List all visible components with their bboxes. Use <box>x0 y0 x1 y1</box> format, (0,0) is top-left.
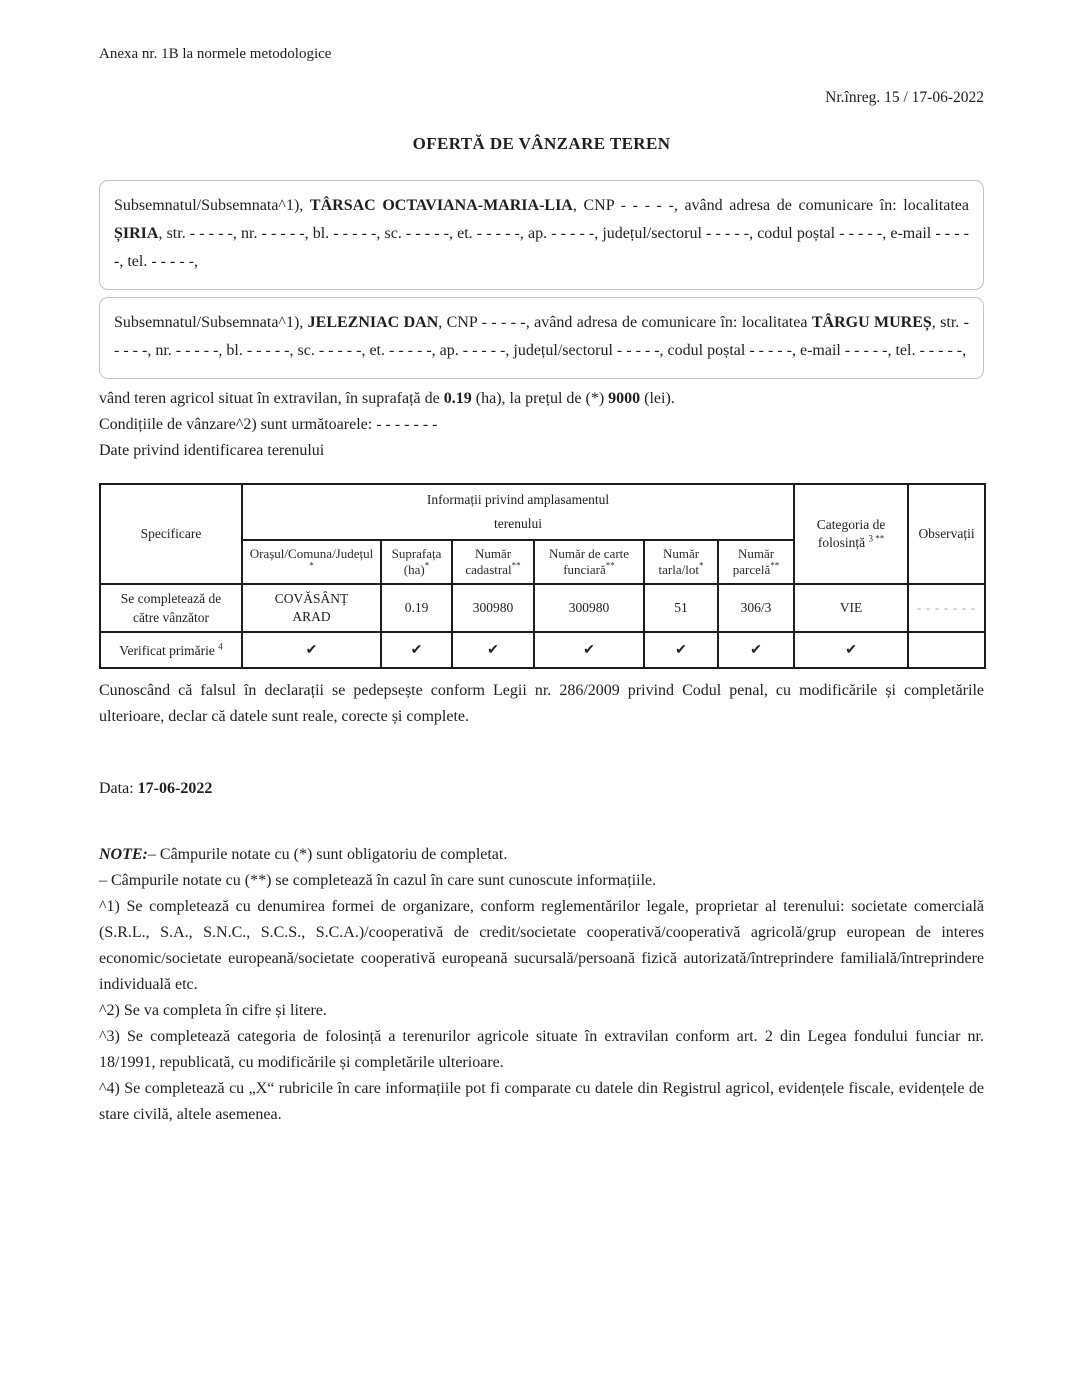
annex-label: Anexa nr. 1B la normele metodologice <box>99 46 332 62</box>
locality-mark: * <box>309 560 314 571</box>
group-header-line2: terenului <box>494 516 543 531</box>
col-header-specificare: Specificare <box>100 484 242 584</box>
table-row-verified <box>100 632 985 668</box>
col-header-tarla: Număr tarla/lot* <box>644 540 718 584</box>
page-title: OFERTĂ DE VÂNZARE TEREN <box>412 134 671 153</box>
check-land-book-icon: ✔ <box>534 632 644 668</box>
seller-rest: , str. - - - - -, nr. - - - - -, bl. - - - - -, sc. - - - - -, et. - - - - -, ap. - - - - -, județul/sectorul - - - - -, codul poștal - - - - -, e-mail - - - - -, tel. - - - - -, <box>114 225 969 270</box>
date-value: 17-06-2022 <box>137 780 213 797</box>
category-cell: VIE <box>794 584 908 632</box>
buyer-info-box <box>99 297 984 379</box>
category-header-line1: Categoria de <box>816 517 886 532</box>
col-header-parcel: Număr parcelă** <box>718 540 794 584</box>
notes-section <box>99 842 984 1128</box>
buyer-rest: , str. - - - - -, nr. - - - - -, bl. - - - - -, sc. - - - - -, et. - - - - -, ap. - - - - -, județul/sectorul - - - - -, codul poștal - - - - -, e-mail - - - - -, tel. - - - - -, <box>114 314 970 359</box>
price-value: 9000 <box>608 390 641 407</box>
sale-text-2: (ha), la prețul de (*) <box>471 390 609 407</box>
col-header-cadastral: Număr cadastral** <box>452 540 534 584</box>
sale-line <box>99 386 984 412</box>
parcel-cell: 306/3 <box>718 584 794 632</box>
land-id-line: Date privind identificarea terenului <box>99 442 325 459</box>
conditions-line: Condițiile de vânzare^2) sunt următoarele: - - - - - - - <box>99 416 438 433</box>
land-book-cell: 300980 <box>534 584 644 632</box>
parcel-mark: ** <box>770 560 780 571</box>
col-header-land-book: Număr de carte funciară** <box>534 540 644 584</box>
check-cadastral-icon: ✔ <box>452 632 534 668</box>
col-header-category <box>794 484 908 584</box>
sale-text-3: (lei). <box>640 390 675 407</box>
check-tarla-icon: ✔ <box>644 632 718 668</box>
col-header-surface: Suprafața (ha)* <box>381 540 452 584</box>
seller-row-label: Se completează de către vânzător <box>100 584 242 632</box>
verified-label-mark: 4 <box>218 641 223 651</box>
check-locality-icon: ✔ <box>242 632 381 668</box>
land-identification-table <box>99 483 986 669</box>
col-header-observations: Observații <box>908 484 985 584</box>
date-label: Data: <box>99 780 138 797</box>
tarla-cell: 51 <box>644 584 718 632</box>
check-category-icon: ✔ <box>794 632 908 668</box>
note-line-3: ^1) Se completează cu denumirea formei de organizare, conform reglementărilor legale, proprietar al terenului: societate comercială (S.R.L., S.A., S.N.C., S.C.S., S.C.A.)/cooperativă de credit/societate cooperativă/cooperativă agricolă/grup european de interes economic/societate europeană/societate cooperativă europeană sucursală/persoană fizică autorizată/întreprindere familială/întreprindere individuală etc. <box>99 898 984 993</box>
buyer-prefix: Subsemnatul/Subsemnata^1), <box>114 314 308 331</box>
table-row-seller <box>100 584 985 632</box>
cadastral-mark: ** <box>511 560 521 571</box>
check-surface-icon: ✔ <box>381 632 452 668</box>
note-label: NOTE: <box>99 846 148 863</box>
seller-info-box <box>99 180 984 290</box>
date-line <box>99 780 984 798</box>
col-header-group <box>242 484 794 540</box>
declaration-paragraph: Cunoscând că falsul în declarații se pedepsește conform Legii nr. 286/2009 privind Codul penal, cu modificările și completările ulterioare, declar că datele sunt reale, corecte și complete. <box>99 682 984 725</box>
category-header-line2: folosință <box>817 535 866 550</box>
tarla-mark: * <box>698 560 704 571</box>
note-line-2: – Câmpurile notate cu (**) se completează în cazul în care sunt cunoscute informațiile. <box>99 872 657 889</box>
sale-text-1: vând teren agricol situat în extravilan, în suprafață de <box>99 390 444 407</box>
registration-number: Nr.înreg. 15 / 17-06-2022 <box>825 89 984 106</box>
surface-mark: * <box>424 560 430 571</box>
cadastral-cell: 300980 <box>452 584 534 632</box>
note-line-5: ^3) Se completează categoria de folosință a terenurilor agricole situate în extravilan conform art. 2 din Legea fondului funciar nr. 18/1991, republicată, cu modificările și completările ulterioare. <box>99 1028 984 1071</box>
col-header-locality: Orașul/Comuna/Județul * <box>242 540 381 584</box>
group-header-line1: Informații privind amplasamentul <box>426 492 610 507</box>
buyer-name: JELEZNIAC DAN <box>307 314 439 331</box>
land-book-mark: ** <box>605 560 615 571</box>
surface-value: 0.19 <box>443 390 472 407</box>
note-line-6: ^4) Se completează cu „X“ rubricile în care informațiile pot fi comparate cu datele din Registrul agricol, evidențele fiscale, evidențele de stare civilă, altele asemenea. <box>99 1080 984 1123</box>
intro-section <box>99 386 984 464</box>
note-line-4: ^2) Se va completa în cifre și litere. <box>99 1002 327 1019</box>
seller-name: TÂRSAC OCTAVIANA-MARIA-LIA <box>309 197 573 214</box>
seller-locality: ȘIRIA <box>114 225 159 242</box>
surface-cell: 0.19 <box>381 584 452 632</box>
note-line-1: NOTE:– Câmpurile notate cu (*) sunt obligatoriu de completat. <box>99 846 508 863</box>
buyer-locality: TÂRGU MUREȘ <box>811 314 932 331</box>
seller-prefix: Subsemnatul/Subsemnata^1), <box>114 197 310 214</box>
seller-mid: , CNP - - - - -, având adresa de comunicare în: localitatea <box>572 197 970 214</box>
verified-row-label: Verificat primărie $^4$ <box>100 632 242 668</box>
location-cell: COVĂSÂNȚ ARAD <box>242 584 381 632</box>
check-parcel-icon: ✔ <box>718 632 794 668</box>
category-header-mark: 3 ** <box>868 533 885 544</box>
observations-cell: - - - - - - - <box>908 584 985 632</box>
observations-empty-cell <box>908 632 985 668</box>
buyer-mid: , CNP - - - - -, având adresa de comunicare în: localitatea <box>438 314 812 331</box>
